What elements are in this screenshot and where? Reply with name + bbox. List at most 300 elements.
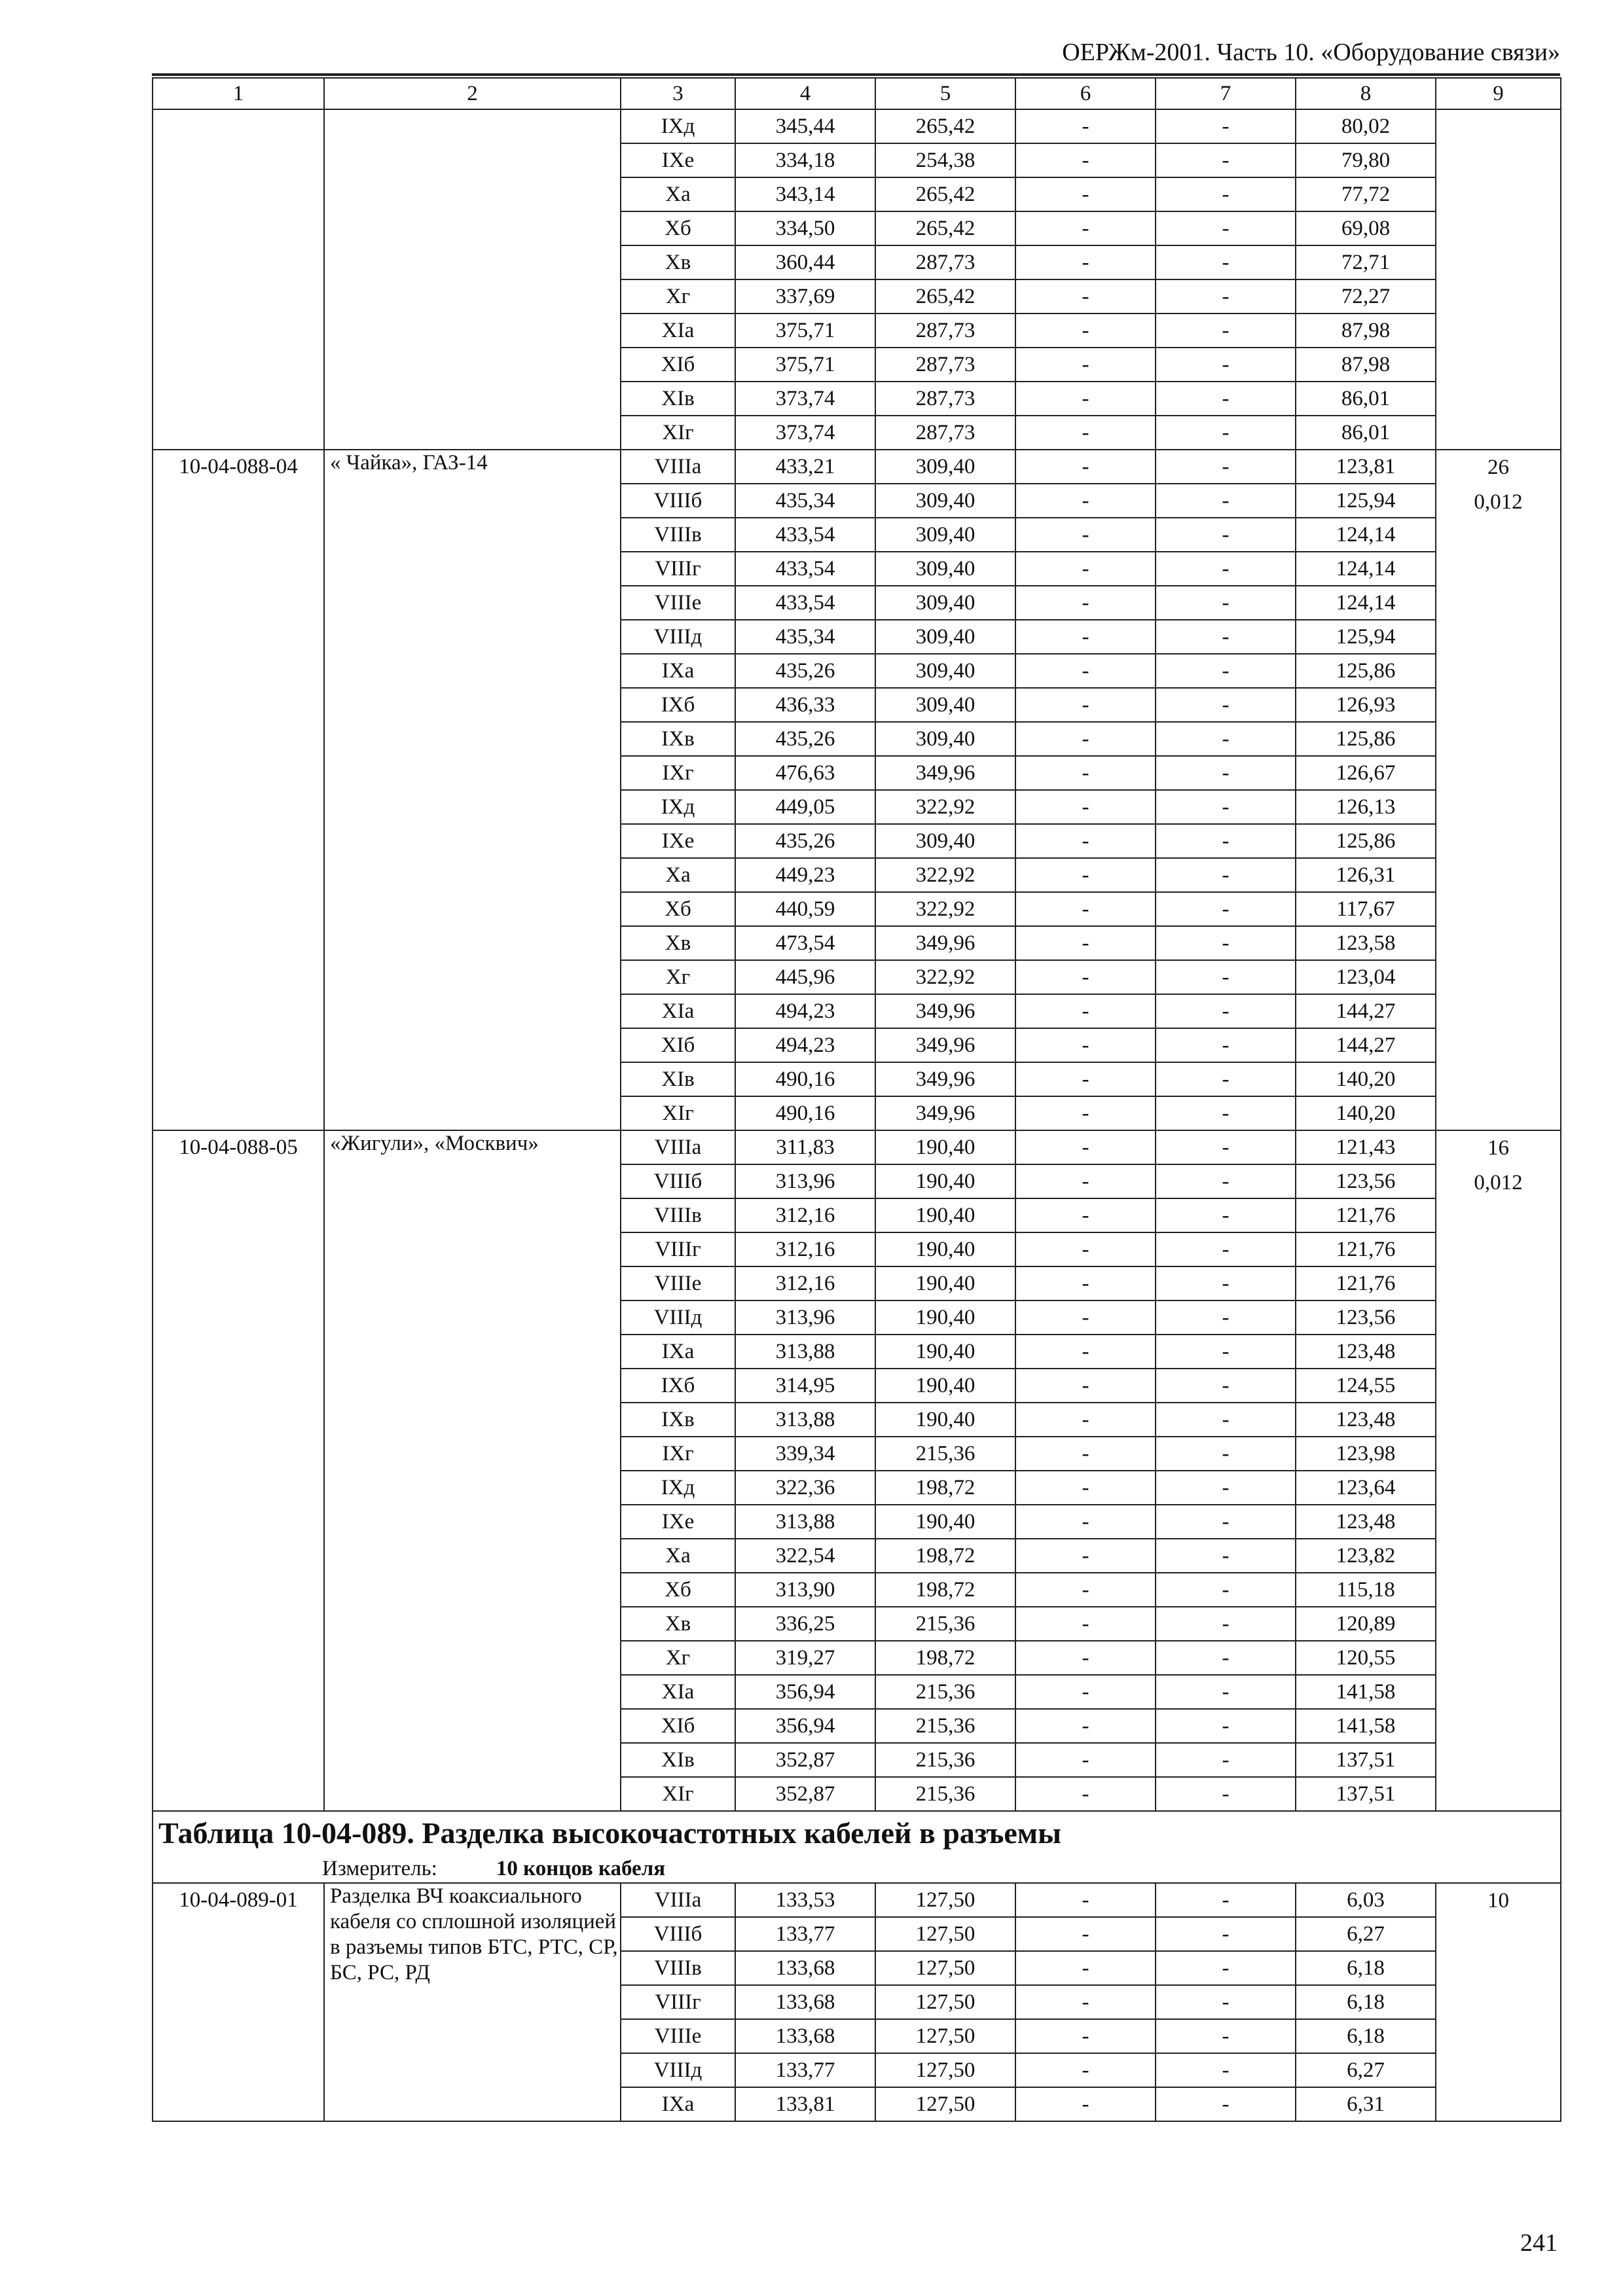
- direct-cost-cell: 375,71: [735, 314, 875, 348]
- materials-cell: 6,18: [1296, 1951, 1436, 1985]
- machine-cost-cell: -: [1015, 245, 1156, 279]
- driver-wages-cell: -: [1156, 552, 1296, 586]
- table-row: [153, 1130, 1561, 1164]
- driver-wages-cell: -: [1156, 586, 1296, 620]
- machine-cost-cell: -: [1015, 1917, 1156, 1951]
- resource-class-cell: VIIIг: [621, 552, 735, 586]
- wages-cell: 309,40: [875, 824, 1015, 858]
- wages-cell: 190,40: [875, 1335, 1015, 1369]
- resource-class-cell: VIIIв: [621, 1198, 735, 1232]
- driver-wages-cell: -: [1156, 1883, 1296, 1917]
- machine-cost-cell: -: [1015, 722, 1156, 756]
- wages-cell: 215,36: [875, 1777, 1015, 1811]
- machine-cost-cell: -: [1015, 1951, 1156, 1985]
- resource-class-cell: VIIIа: [621, 450, 735, 484]
- wages-cell: 127,50: [875, 1917, 1015, 1951]
- resource-class-cell: VIIIд: [621, 1300, 735, 1335]
- wages-cell: 309,40: [875, 654, 1015, 688]
- materials-cell: 117,67: [1296, 892, 1436, 926]
- direct-cost-cell: 313,90: [735, 1573, 875, 1607]
- resource-class-cell: IXа: [621, 1335, 735, 1369]
- machine-cost-cell: -: [1015, 2019, 1156, 2053]
- direct-cost-cell: 433,54: [735, 552, 875, 586]
- machine-cost-cell: -: [1015, 892, 1156, 926]
- resource-class-cell: VIIIа: [621, 1130, 735, 1164]
- materials-cell: 124,14: [1296, 518, 1436, 552]
- direct-cost-cell: 445,96: [735, 960, 875, 994]
- resource-class-cell: XIб: [621, 1028, 735, 1062]
- meter-value: 10 концов кабеля: [496, 1857, 666, 1880]
- direct-cost-cell: 373,74: [735, 382, 875, 416]
- labor-cost-cell: [1436, 1883, 1561, 2121]
- resource-class-cell: XIг: [621, 1096, 735, 1130]
- resource-class-cell: Xа: [621, 177, 735, 211]
- resource-class-cell: IXд: [621, 109, 735, 143]
- direct-cost-cell: 494,23: [735, 994, 875, 1028]
- materials-cell: 137,51: [1296, 1743, 1436, 1777]
- machine-cost-cell: -: [1015, 1607, 1156, 1641]
- resource-class-cell: IXг: [621, 756, 735, 790]
- wages-cell: 322,92: [875, 960, 1015, 994]
- resource-class-cell: Xг: [621, 960, 735, 994]
- wages-cell: 349,96: [875, 1028, 1015, 1062]
- driver-wages-cell: -: [1156, 1096, 1296, 1130]
- machine-cost-cell: -: [1015, 654, 1156, 688]
- direct-cost-cell: 312,16: [735, 1232, 875, 1266]
- driver-wages-cell: -: [1156, 211, 1296, 245]
- direct-cost-cell: 476,63: [735, 756, 875, 790]
- materials-cell: 123,82: [1296, 1539, 1436, 1573]
- driver-wages-cell: -: [1156, 416, 1296, 450]
- resource-class-cell: VIIIб: [621, 1917, 735, 1951]
- resource-class-cell: IXд: [621, 1471, 735, 1505]
- machine-cost-cell: -: [1015, 1300, 1156, 1335]
- machine-cost-cell: -: [1015, 1028, 1156, 1062]
- machine-cost-cell: -: [1015, 1198, 1156, 1232]
- machine-cost-cell: -: [1015, 348, 1156, 382]
- materials-cell: 125,86: [1296, 722, 1436, 756]
- wages-cell: 127,50: [875, 2019, 1015, 2053]
- machine-cost-cell: -: [1015, 552, 1156, 586]
- direct-cost-cell: 494,23: [735, 1028, 875, 1062]
- materials-cell: 126,67: [1296, 756, 1436, 790]
- wages-cell: 127,50: [875, 1951, 1015, 1985]
- driver-wages-cell: -: [1156, 1028, 1296, 1062]
- materials-cell: 86,01: [1296, 382, 1436, 416]
- materials-cell: 69,08: [1296, 211, 1436, 245]
- driver-wages-cell: -: [1156, 994, 1296, 1028]
- direct-cost-cell: 334,18: [735, 143, 875, 177]
- driver-wages-cell: -: [1156, 484, 1296, 518]
- machine-cost-cell: -: [1015, 1883, 1156, 1917]
- direct-cost-cell: 133,53: [735, 1883, 875, 1917]
- machine-cost-cell: -: [1015, 1573, 1156, 1607]
- driver-wages-cell: -: [1156, 1471, 1296, 1505]
- wages-cell: 265,42: [875, 279, 1015, 314]
- materials-cell: 80,02: [1296, 109, 1436, 143]
- driver-wages-cell: -: [1156, 2019, 1296, 2053]
- materials-cell: 140,20: [1296, 1062, 1436, 1096]
- driver-wages-cell: -: [1156, 1573, 1296, 1607]
- wages-cell: 309,40: [875, 484, 1015, 518]
- materials-cell: 121,76: [1296, 1198, 1436, 1232]
- resource-class-cell: Xа: [621, 858, 735, 892]
- machine-cost-cell: -: [1015, 994, 1156, 1028]
- header-rule: [152, 73, 1560, 76]
- machine-cost-cell: -: [1015, 1985, 1156, 2019]
- materials-cell: 123,48: [1296, 1335, 1436, 1369]
- labor-cost-cell: [1436, 450, 1561, 1130]
- resource-class-cell: IXа: [621, 654, 735, 688]
- machine-cost-cell: -: [1015, 382, 1156, 416]
- materials-cell: 77,72: [1296, 177, 1436, 211]
- materials-cell: 125,86: [1296, 654, 1436, 688]
- machine-cost-cell: -: [1015, 450, 1156, 484]
- wages-cell: 190,40: [875, 1130, 1015, 1164]
- driver-wages-cell: -: [1156, 756, 1296, 790]
- wages-cell: 198,72: [875, 1539, 1015, 1573]
- empty-name-cell: [324, 109, 621, 450]
- machine-cost-cell: -: [1015, 1062, 1156, 1096]
- resource-class-cell: XIв: [621, 1062, 735, 1096]
- direct-cost-cell: 440,59: [735, 892, 875, 926]
- driver-wages-cell: -: [1156, 1198, 1296, 1232]
- rate-code-cell: 10-04-089-01: [153, 1883, 324, 2121]
- machine-cost-cell: -: [1015, 143, 1156, 177]
- direct-cost-cell: 435,26: [735, 722, 875, 756]
- driver-wages-cell: -: [1156, 654, 1296, 688]
- wages-cell: 190,40: [875, 1232, 1015, 1266]
- resource-class-cell: VIIIб: [621, 1164, 735, 1198]
- driver-wages-cell: -: [1156, 1062, 1296, 1096]
- machine-cost-cell: -: [1015, 620, 1156, 654]
- rates-table-body: [153, 78, 1561, 2121]
- column-number-row: [153, 78, 1561, 109]
- page-number: 241: [1520, 2229, 1558, 2257]
- wages-cell: 127,50: [875, 2087, 1015, 2121]
- resource-class-cell: VIIIе: [621, 586, 735, 620]
- direct-cost-cell: 337,69: [735, 279, 875, 314]
- column-number: 3: [621, 78, 735, 109]
- materials-cell: 123,81: [1296, 450, 1436, 484]
- driver-wages-cell: -: [1156, 960, 1296, 994]
- resource-class-cell: Xв: [621, 245, 735, 279]
- direct-cost-cell: 133,77: [735, 2053, 875, 2087]
- wages-cell: 309,40: [875, 620, 1015, 654]
- materials-cell: 86,01: [1296, 416, 1436, 450]
- wages-cell: 287,73: [875, 348, 1015, 382]
- column-number: 6: [1015, 78, 1156, 109]
- resource-class-cell: XIв: [621, 1743, 735, 1777]
- driver-wages-cell: -: [1156, 177, 1296, 211]
- materials-cell: 6,27: [1296, 2053, 1436, 2087]
- meter-label: Измеритель:: [322, 1857, 437, 1880]
- wages-cell: 198,72: [875, 1471, 1015, 1505]
- resource-class-cell: VIIIд: [621, 620, 735, 654]
- driver-wages-cell: -: [1156, 245, 1296, 279]
- wages-cell: 309,40: [875, 450, 1015, 484]
- driver-wages-cell: -: [1156, 348, 1296, 382]
- work-name-cell: Разделка ВЧ коаксиального кабеля со сплошной изоляцией в разъемы типов БТС, РТС, СР, БС, РС, РД: [324, 1883, 621, 2121]
- wages-cell: 287,73: [875, 382, 1015, 416]
- direct-cost-cell: 339,34: [735, 1437, 875, 1471]
- resource-class-cell: IXв: [621, 1403, 735, 1437]
- direct-cost-cell: 319,27: [735, 1641, 875, 1675]
- direct-cost-cell: 435,34: [735, 620, 875, 654]
- column-number: 1: [153, 78, 324, 109]
- resource-class-cell: XIа: [621, 1675, 735, 1709]
- direct-cost-cell: 311,83: [735, 1130, 875, 1164]
- direct-cost-cell: 360,44: [735, 245, 875, 279]
- machine-cost-cell: -: [1015, 1437, 1156, 1471]
- direct-cost-cell: 435,34: [735, 484, 875, 518]
- column-number: 7: [1156, 78, 1296, 109]
- materials-cell: 124,55: [1296, 1369, 1436, 1403]
- labor-hours-value: 26: [1487, 456, 1509, 479]
- table-row: [153, 450, 1561, 484]
- direct-cost-cell: 334,50: [735, 211, 875, 245]
- direct-cost-cell: 433,54: [735, 586, 875, 620]
- wages-cell: 265,42: [875, 177, 1015, 211]
- resource-class-cell: XIб: [621, 348, 735, 382]
- driver-wages-cell: -: [1156, 1437, 1296, 1471]
- resource-class-cell: VIIIб: [621, 484, 735, 518]
- resource-class-cell: XIг: [621, 1777, 735, 1811]
- direct-cost-cell: 313,88: [735, 1403, 875, 1437]
- resource-class-cell: VIIIв: [621, 518, 735, 552]
- wages-cell: 287,73: [875, 314, 1015, 348]
- wages-cell: 349,96: [875, 994, 1015, 1028]
- materials-cell: 124,14: [1296, 552, 1436, 586]
- driver-wages-cell: -: [1156, 2053, 1296, 2087]
- resource-class-cell: Xб: [621, 1573, 735, 1607]
- wages-cell: 309,40: [875, 722, 1015, 756]
- column-number: 2: [324, 78, 621, 109]
- wages-cell: 215,36: [875, 1709, 1015, 1743]
- resource-class-cell: Xг: [621, 279, 735, 314]
- machine-cost-cell: -: [1015, 484, 1156, 518]
- column-number: 5: [875, 78, 1015, 109]
- driver-wages-cell: -: [1156, 450, 1296, 484]
- materials-cell: 79,80: [1296, 143, 1436, 177]
- driver-wages-cell: -: [1156, 314, 1296, 348]
- machine-cost-cell: -: [1015, 756, 1156, 790]
- work-name-cell: «Жигули», «Москвич»: [324, 1130, 621, 1811]
- resource-class-cell: VIIIе: [621, 2019, 735, 2053]
- materials-cell: 126,93: [1296, 688, 1436, 722]
- materials-cell: 125,86: [1296, 824, 1436, 858]
- direct-cost-cell: 312,16: [735, 1198, 875, 1232]
- direct-cost-cell: 352,87: [735, 1777, 875, 1811]
- machine-cost-cell: -: [1015, 1743, 1156, 1777]
- direct-cost-cell: 313,88: [735, 1505, 875, 1539]
- empty-code-cell: [153, 109, 324, 450]
- materials-cell: 125,94: [1296, 484, 1436, 518]
- driver-wages-cell: -: [1156, 1232, 1296, 1266]
- direct-cost-cell: 375,71: [735, 348, 875, 382]
- wages-cell: 287,73: [875, 245, 1015, 279]
- driver-wages-cell: -: [1156, 858, 1296, 892]
- materials-cell: 87,98: [1296, 314, 1436, 348]
- resource-class-cell: IXб: [621, 688, 735, 722]
- resource-class-cell: XIб: [621, 1709, 735, 1743]
- table-caption-row: [153, 1811, 1561, 1883]
- materials-cell: 121,76: [1296, 1232, 1436, 1266]
- materials-cell: 120,55: [1296, 1641, 1436, 1675]
- direct-cost-cell: 133,77: [735, 1917, 875, 1951]
- direct-cost-cell: 345,44: [735, 109, 875, 143]
- machine-cost-cell: -: [1015, 1539, 1156, 1573]
- materials-cell: 123,56: [1296, 1164, 1436, 1198]
- materials-cell: 72,27: [1296, 279, 1436, 314]
- running-header: ОЕРЖм-2001. Часть 10. «Оборудование связи»: [1062, 39, 1560, 66]
- wages-cell: 190,40: [875, 1403, 1015, 1437]
- materials-cell: 137,51: [1296, 1777, 1436, 1811]
- materials-cell: 126,31: [1296, 858, 1436, 892]
- resource-class-cell: VIIIв: [621, 1951, 735, 1985]
- driver-wages-cell: -: [1156, 1539, 1296, 1573]
- driver-wages-cell: -: [1156, 790, 1296, 824]
- direct-cost-cell: 433,21: [735, 450, 875, 484]
- machine-cost-cell: -: [1015, 960, 1156, 994]
- materials-cell: 115,18: [1296, 1573, 1436, 1607]
- resource-class-cell: IXа: [621, 2087, 735, 2121]
- wages-cell: 287,73: [875, 416, 1015, 450]
- direct-cost-cell: 322,36: [735, 1471, 875, 1505]
- column-number: 4: [735, 78, 875, 109]
- driver-wages-cell: -: [1156, 1403, 1296, 1437]
- direct-cost-cell: 473,54: [735, 926, 875, 960]
- wages-cell: 254,38: [875, 143, 1015, 177]
- wages-cell: 127,50: [875, 2053, 1015, 2087]
- driver-wages-cell: -: [1156, 688, 1296, 722]
- direct-cost-cell: 373,74: [735, 416, 875, 450]
- direct-cost-cell: 435,26: [735, 824, 875, 858]
- materials-cell: 125,94: [1296, 620, 1436, 654]
- materials-cell: 6,18: [1296, 2019, 1436, 2053]
- materials-cell: 121,76: [1296, 1266, 1436, 1300]
- machine-cost-cell: -: [1015, 790, 1156, 824]
- materials-cell: 6,03: [1296, 1883, 1436, 1917]
- wages-cell: 349,96: [875, 1062, 1015, 1096]
- column-number: 9: [1436, 78, 1561, 109]
- machine-cost-cell: -: [1015, 279, 1156, 314]
- resource-class-cell: XIв: [621, 382, 735, 416]
- materials-cell: 140,20: [1296, 1096, 1436, 1130]
- resource-class-cell: Xб: [621, 211, 735, 245]
- resource-class-cell: IXг: [621, 1437, 735, 1471]
- wages-cell: 198,72: [875, 1573, 1015, 1607]
- machine-cost-cell: -: [1015, 211, 1156, 245]
- direct-cost-cell: 312,16: [735, 1266, 875, 1300]
- wages-cell: 309,40: [875, 518, 1015, 552]
- machine-cost-cell: -: [1015, 1709, 1156, 1743]
- resource-class-cell: IXе: [621, 1505, 735, 1539]
- wages-cell: 309,40: [875, 688, 1015, 722]
- machine-cost-cell: -: [1015, 1164, 1156, 1198]
- table-row: [153, 109, 1561, 143]
- column-number: 8: [1296, 78, 1436, 109]
- machine-cost-cell: -: [1015, 688, 1156, 722]
- wages-cell: 349,96: [875, 1096, 1015, 1130]
- resource-class-cell: VIIIг: [621, 1985, 735, 2019]
- labor-hours-value: 16: [1487, 1136, 1509, 1160]
- driver-wages-cell: -: [1156, 892, 1296, 926]
- machine-cost-cell: -: [1015, 109, 1156, 143]
- wages-cell: 190,40: [875, 1505, 1015, 1539]
- driver-wages-cell: -: [1156, 1335, 1296, 1369]
- materials-cell: 6,27: [1296, 1917, 1436, 1951]
- direct-cost-cell: 356,94: [735, 1675, 875, 1709]
- driver-wages-cell: -: [1156, 382, 1296, 416]
- direct-cost-cell: 490,16: [735, 1062, 875, 1096]
- labor-hours-value: 10: [1487, 1889, 1509, 1912]
- resource-class-cell: XIг: [621, 416, 735, 450]
- driver-wages-cell: -: [1156, 1505, 1296, 1539]
- wages-cell: 215,36: [875, 1743, 1015, 1777]
- driver-wages-cell: -: [1156, 1607, 1296, 1641]
- direct-cost-cell: 336,25: [735, 1607, 875, 1641]
- driver-wages-cell: -: [1156, 1951, 1296, 1985]
- driver-wages-cell: -: [1156, 1300, 1296, 1335]
- resource-class-cell: IXв: [621, 722, 735, 756]
- resource-class-cell: Xв: [621, 926, 735, 960]
- resource-class-cell: XIа: [621, 314, 735, 348]
- driver-wages-cell: -: [1156, 1641, 1296, 1675]
- wages-cell: 198,72: [875, 1641, 1015, 1675]
- materials-cell: 123,58: [1296, 926, 1436, 960]
- materials-cell: 123,04: [1296, 960, 1436, 994]
- machine-cost-cell: -: [1015, 1777, 1156, 1811]
- machine-cost-cell: -: [1015, 416, 1156, 450]
- driver-wages-cell: -: [1156, 518, 1296, 552]
- resource-class-cell: VIIIа: [621, 1883, 735, 1917]
- wages-cell: 215,36: [875, 1607, 1015, 1641]
- wages-cell: 265,42: [875, 109, 1015, 143]
- driver-wages-cell: -: [1156, 2087, 1296, 2121]
- resource-class-cell: VIIIе: [621, 1266, 735, 1300]
- materials-cell: 121,43: [1296, 1130, 1436, 1164]
- direct-cost-cell: 322,54: [735, 1539, 875, 1573]
- machine-cost-cell: -: [1015, 1505, 1156, 1539]
- machine-cost-cell: -: [1015, 177, 1156, 211]
- driver-wages-cell: -: [1156, 279, 1296, 314]
- resource-class-cell: Xб: [621, 892, 735, 926]
- driver-wages-cell: -: [1156, 1130, 1296, 1164]
- direct-cost-cell: 435,26: [735, 654, 875, 688]
- wages-cell: 265,42: [875, 211, 1015, 245]
- machine-cost-cell: -: [1015, 1471, 1156, 1505]
- direct-cost-cell: 436,33: [735, 688, 875, 722]
- wages-cell: 127,50: [875, 1883, 1015, 1917]
- wages-cell: 322,92: [875, 892, 1015, 926]
- wages-cell: 127,50: [875, 1985, 1015, 2019]
- direct-cost-cell: 449,05: [735, 790, 875, 824]
- machine-cost-cell: -: [1015, 1096, 1156, 1130]
- wages-cell: 349,96: [875, 926, 1015, 960]
- materials-cell: 6,18: [1296, 1985, 1436, 2019]
- resource-class-cell: Xг: [621, 1641, 735, 1675]
- driver-wages-cell: -: [1156, 1266, 1296, 1300]
- empty-labor-cell: [1436, 109, 1561, 450]
- machinist-hours-value: 0,012: [1474, 490, 1523, 514]
- machine-cost-cell: -: [1015, 518, 1156, 552]
- rate-code-cell: 10-04-088-05: [153, 1130, 324, 1811]
- driver-wages-cell: -: [1156, 620, 1296, 654]
- driver-wages-cell: -: [1156, 109, 1296, 143]
- labor-cost-cell: [1436, 1130, 1561, 1811]
- driver-wages-cell: -: [1156, 1709, 1296, 1743]
